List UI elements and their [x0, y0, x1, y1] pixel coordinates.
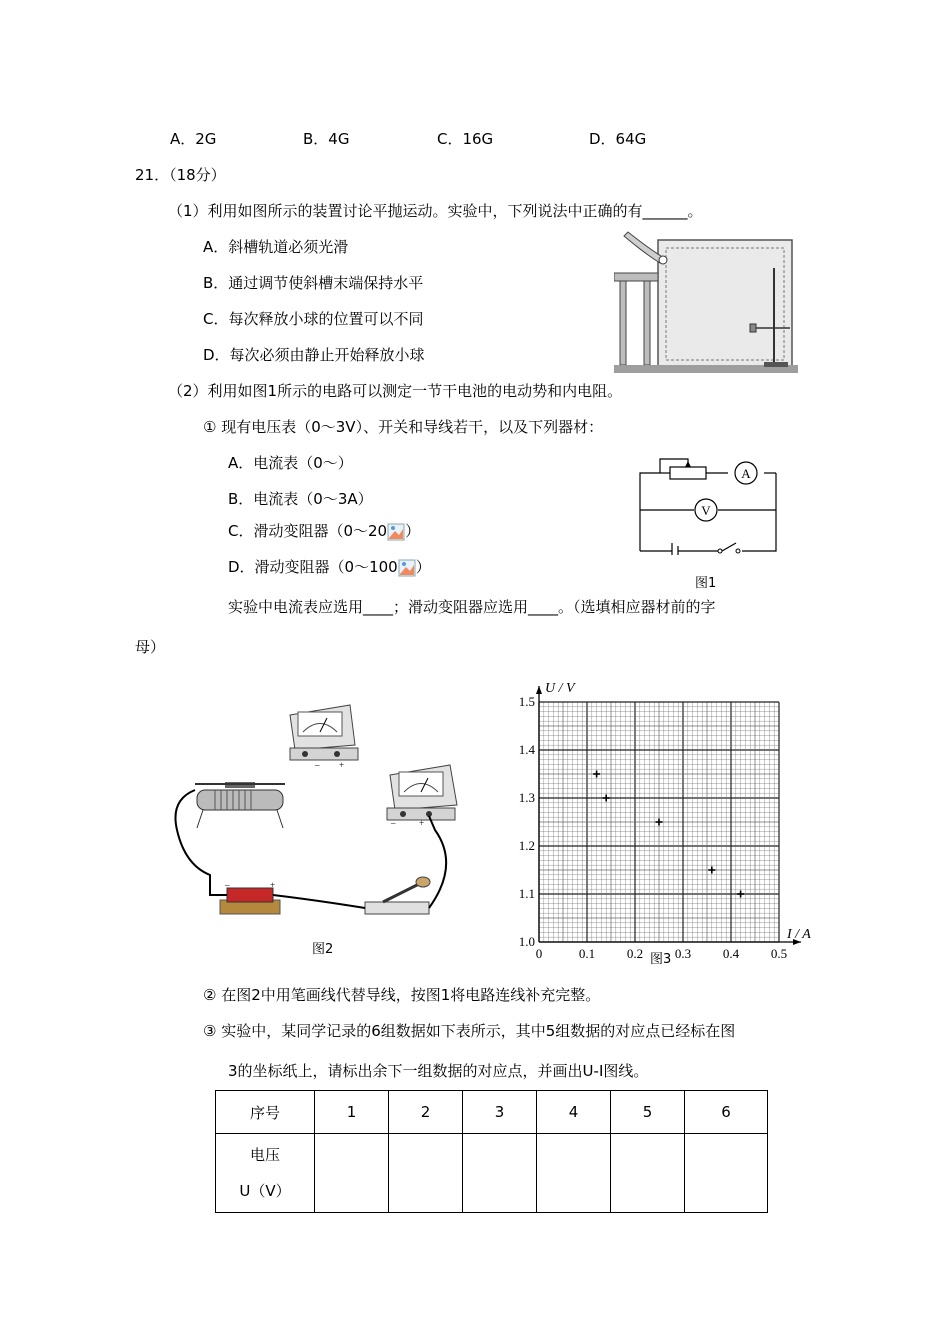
table-header-cell: 6: [685, 1091, 768, 1134]
voltage-cell[interactable]: [537, 1134, 611, 1213]
equipment-b[interactable]: B．电流表（0～3A）: [228, 490, 373, 508]
x-tick-label: 0.3: [674, 946, 692, 961]
x-tick-label: 0.4: [722, 946, 740, 961]
fill-blank-line2: 母）: [135, 638, 166, 656]
q21-sub1: ① 现有电压表（0～3V）、开关和导线若干，以及下列器材：: [203, 418, 604, 436]
svg-text:+: +: [339, 760, 345, 770]
ammeter-device: [387, 765, 457, 828]
rheostat-device: [195, 782, 285, 828]
voltage-cell[interactable]: [611, 1134, 685, 1213]
svg-text:–: –: [225, 880, 230, 890]
q21-sub3-line2: 3的坐标纸上，请标出余下一组数据的对应点，并画出U-I图线。: [228, 1062, 649, 1080]
svg-text:+: +: [270, 880, 276, 890]
part1-option-a[interactable]: A．斜槽轨道必须光滑: [203, 238, 349, 256]
q20-option-b[interactable]: B．4G: [303, 130, 350, 148]
svg-text:–: –: [315, 760, 320, 770]
q21-sub2: ② 在图2中用笔画线代替导线，按图1将电路连线补充完整。: [203, 986, 601, 1004]
data-point: [593, 771, 600, 778]
table-header-cell: 3: [463, 1091, 537, 1134]
part1-option-d[interactable]: D．每次必须由静止开始释放小球: [203, 346, 425, 364]
table-header-cell: 1: [315, 1091, 389, 1134]
equipment-d-label: D．滑动变阻器（0～100: [228, 558, 398, 576]
table-header-cell: 序号: [216, 1091, 315, 1134]
broken-image-icon: [387, 523, 405, 541]
y-tick-label: 1.3: [518, 790, 535, 805]
voltmeter-label: V: [701, 503, 711, 518]
y-tick-label: 1.4: [518, 742, 535, 757]
y-tick-label: 1.0: [518, 934, 535, 949]
y-tick-label: 1.1: [518, 886, 535, 901]
fig1-caption: 图1: [695, 576, 717, 591]
equipment-d[interactable]: D．滑动变阻器（0～100 ）: [228, 558, 431, 576]
voltage-cell[interactable]: [389, 1134, 463, 1213]
part1-option-c[interactable]: C．每次释放小球的位置可以不同: [203, 310, 424, 328]
voltage-cell[interactable]: [463, 1134, 537, 1213]
data-point: [737, 891, 744, 898]
q21-sub3-line1: ③ 实验中，某同学记录的6组数据如下表所示，其中5组数据的对应点已经标在图: [203, 1022, 736, 1040]
svg-text:+: +: [419, 818, 425, 828]
fig2-caption: 图2: [312, 942, 334, 957]
fig3-caption: 图3: [650, 952, 672, 967]
circuit-diagram-fig1: [630, 455, 786, 555]
x-tick-label: 0.5: [770, 946, 788, 961]
table-header-row: [216, 1091, 768, 1134]
ui-graph-fig3: [505, 676, 825, 966]
data-table: [215, 1090, 768, 1213]
voltage-row-label: 电压 U（V）: [216, 1134, 315, 1213]
q21-part2-stem: （2）利用如图1所示的电路可以测定一节干电池的电动势和内电阻。: [168, 382, 623, 400]
equipment-c[interactable]: C．滑动变阻器（0～20 ）: [228, 522, 421, 540]
q20-option-d[interactable]: D．64G: [589, 130, 647, 148]
q20-option-a[interactable]: A．2G: [170, 130, 217, 148]
switch-device: [365, 877, 430, 914]
part1-option-b[interactable]: B．通过调节使斜槽末端保持水平: [203, 274, 424, 292]
voltmeter-device: [290, 705, 358, 770]
battery-device: [220, 880, 280, 914]
data-point: [656, 819, 663, 826]
data-point: [603, 795, 610, 802]
voltage-cell[interactable]: [315, 1134, 389, 1213]
voltage-cell[interactable]: [685, 1134, 768, 1213]
q20-option-c[interactable]: C．16G: [437, 130, 494, 148]
x-tick-label: 0.1: [578, 946, 596, 961]
q21-header: 21．（18分）: [135, 166, 226, 184]
data-point: [708, 867, 715, 874]
chart-tick-labels: [519, 694, 787, 961]
ammeter-label: A: [741, 466, 751, 481]
y-axis-label: U / V: [545, 681, 575, 696]
physical-circuit-fig2: [165, 690, 475, 930]
table-header-cell: 4: [537, 1091, 611, 1134]
broken-image-icon: [398, 559, 416, 577]
q21-part1-stem: （1）利用如图所示的装置讨论平抛运动。实验中，下列说法中正确的有______。: [168, 202, 703, 220]
x-axis-label: I / A: [787, 927, 811, 942]
svg-text:–: –: [391, 818, 396, 828]
table-voltage-row: [216, 1134, 768, 1213]
table-header-cell: 5: [611, 1091, 685, 1134]
y-tick-label: 1.5: [518, 694, 535, 709]
table-header-cell: 2: [389, 1091, 463, 1134]
y-tick-label: 1.2: [518, 838, 535, 853]
x-tick-label: 0: [535, 946, 543, 961]
equipment-a[interactable]: A．电流表（0～）: [228, 454, 353, 472]
projectile-apparatus-figure: [614, 228, 798, 376]
x-tick-label: 0.2: [626, 946, 644, 961]
equipment-c-label: C．滑动变阻器（0～20: [228, 522, 388, 540]
y-axis-arrow: [536, 686, 542, 694]
fill-blank-line1: 实验中电流表应选用____；滑动变阻器应选用____。（选填相应器材前的字: [228, 598, 716, 616]
